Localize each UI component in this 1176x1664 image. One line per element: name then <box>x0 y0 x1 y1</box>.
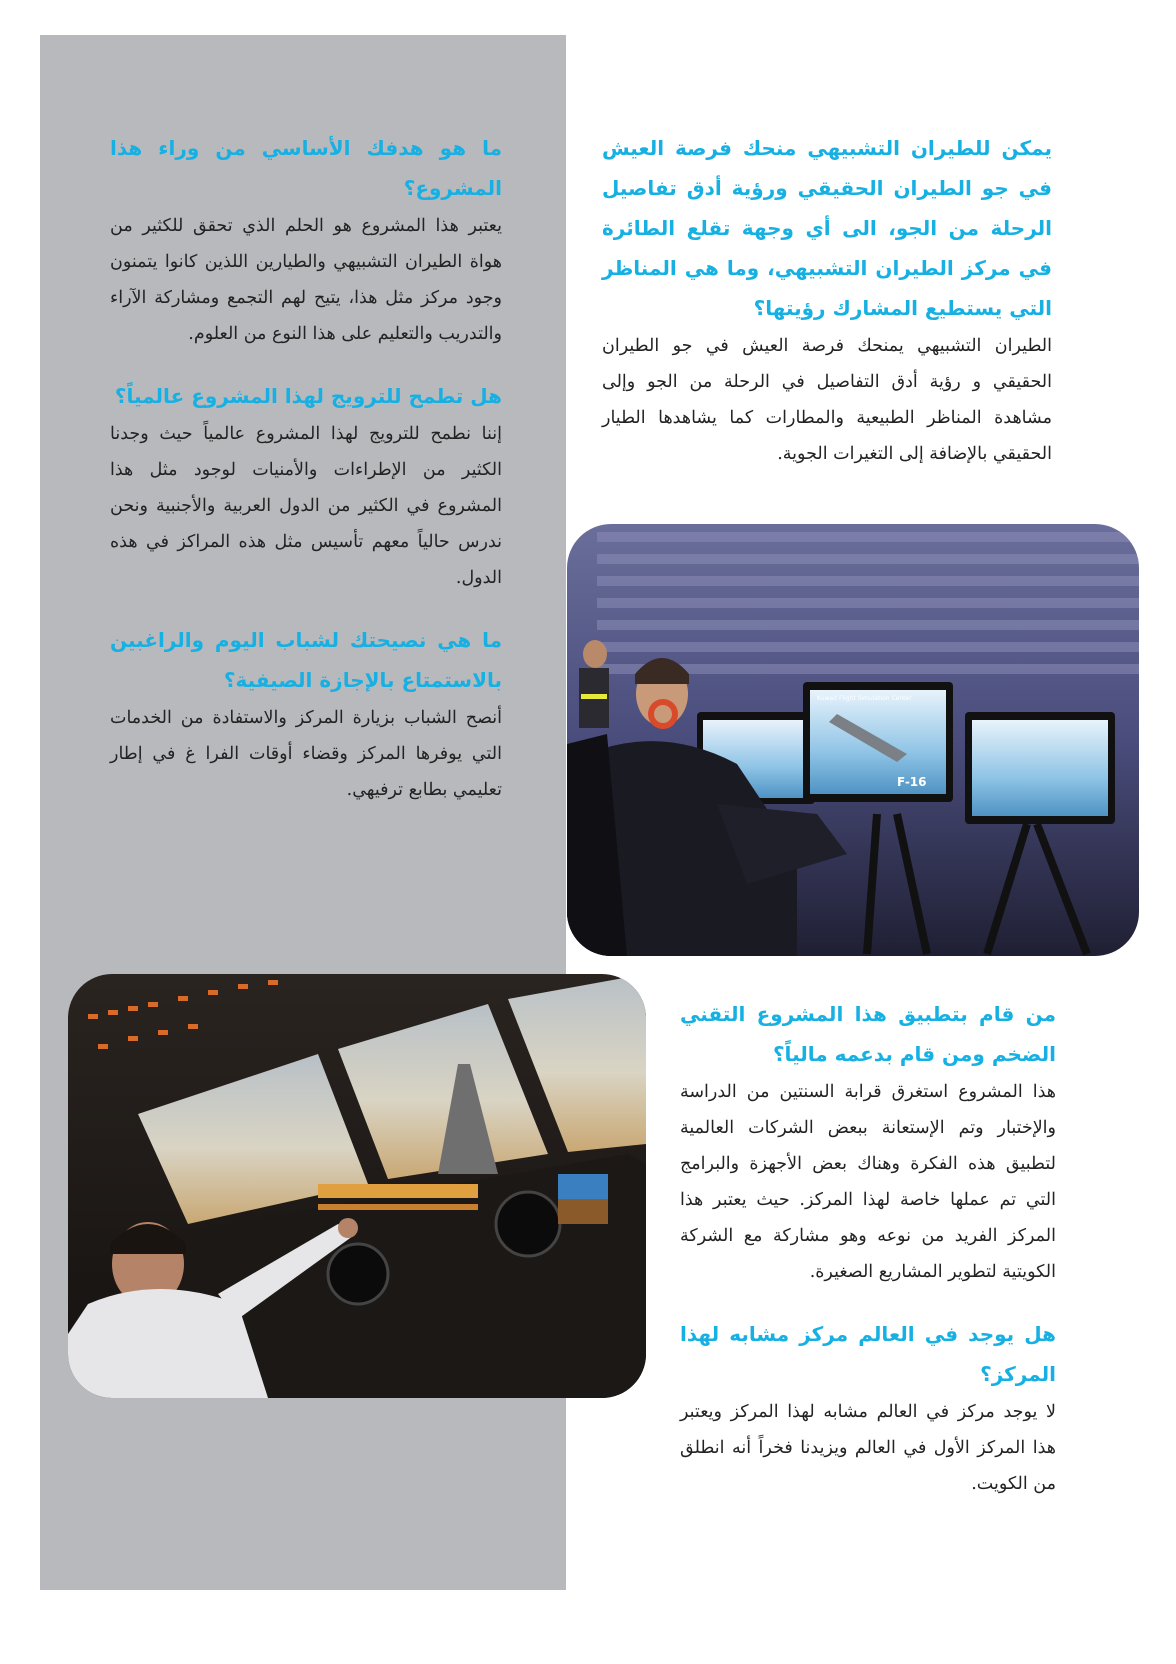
left-text-column <box>110 128 502 832</box>
qa-block-global <box>110 376 502 596</box>
answer-paragraph: هذا المشروع استغرق قرابة السنتين من الدراسة والإختبار وتم الإستعانة ببعض الشركات العالمية لتطبيق هذه الفكرة وهناك بعض الأجهزة والبرامج التي تم عملها خاصة لهذا المركز. حيث يعتبر هذا المركز الفريد من نوعه وهو مشاركة مع الشركة الكويتية لتطوير المشاريع الصغيرة. <box>680 1082 1056 1282</box>
question-heading: هل تطمح للترويج لهذا المشروع عالمياً؟ <box>114 384 502 408</box>
aircraft-label: F-16 <box>897 775 927 789</box>
question-heading: ما هو هدفك الأساسي من وراء هذا المشروع؟ <box>110 136 502 200</box>
right-text-column-top <box>602 128 1052 496</box>
question-heading: هل يوجد في العالم مركز مشابه لهذا المركز؟ <box>680 1322 1056 1386</box>
qa-block-unique <box>680 1314 1056 1502</box>
qa-block-goal <box>110 128 502 352</box>
qa-block-implementation <box>680 994 1056 1290</box>
answer-paragraph: لا يوجد مركز في العالم مشابه لهذا المركز ويعتبر هذا المركز الأول في العالم ويزيدنا فخراً أنه انطلق من الكويت. <box>680 1402 1056 1494</box>
right-text-column-bottom <box>680 994 1056 1526</box>
qa-block-advice <box>110 620 502 808</box>
question-heading: ما هي نصيحتك لشباب اليوم والراغبين بالاستمتاع بالإجازة الصيفية؟ <box>110 628 502 692</box>
screen-label: Kuwait Flight Simulation Center <box>817 695 912 702</box>
answer-paragraph: إننا نطمح للترويج لهذا المشروع عالمياً حيث وجدنا الكثير من الإطراءات والأمنيات لوجود مثل هذا المشروع في الكثير من الدول العربية والأجنبية ونحن ندرس حالياً معهم تأسيس مثل هذه المراكز في هذه الدول. <box>110 424 502 588</box>
answer-paragraph: الطيران التشبيهي يمنحك فرصة العيش في جو الطيران الحقيقي و رؤية أدق التفاصيل في الرحلة من الجو وإلى مشاهدة المناظر الطبيعية والمطارات كما يشاهدها الطيار الحقيقي بالإضافة إلى التغيرات الجوية. <box>602 336 1052 464</box>
answer-paragraph: يعتبر هذا المشروع هو الحلم الذي تحقق للكثير من هواة الطيران التشبيهي والطيارين اللذين كانوا يتمنون وجود مركز مثل هذا، يتيح لهم التجمع ومشاركة الآراء والتدريب والتعليم على هذا النوع من العلوم. <box>110 216 502 344</box>
cockpit-photo <box>68 974 646 1398</box>
question-heading: يمكن للطيران التشبيهي منحك فرصة العيش في جو الطيران الحقيقي ورؤية أدق تفاصيل الرحلة من الجو، الى أي وجهة تقلع الطائرة في مركز الطيران التشبيهي، وما هي المناظر التي يستطيع المشارك رؤيتها؟ <box>602 136 1052 320</box>
answer-paragraph: أنصح الشباب بزيارة المركز والاستفادة من الخدمات التي يوفرها المركز وقضاء أوقات الفرا غ في إطار تعليمي بطابع ترفيهي. <box>110 708 502 800</box>
qa-block-intro <box>602 128 1052 472</box>
flight-simulator-photo <box>567 524 1139 956</box>
question-heading: من قام بتطبيق هذا المشروع التقني الضخم ومن قام بدعمه مالياً؟ <box>680 1002 1056 1066</box>
